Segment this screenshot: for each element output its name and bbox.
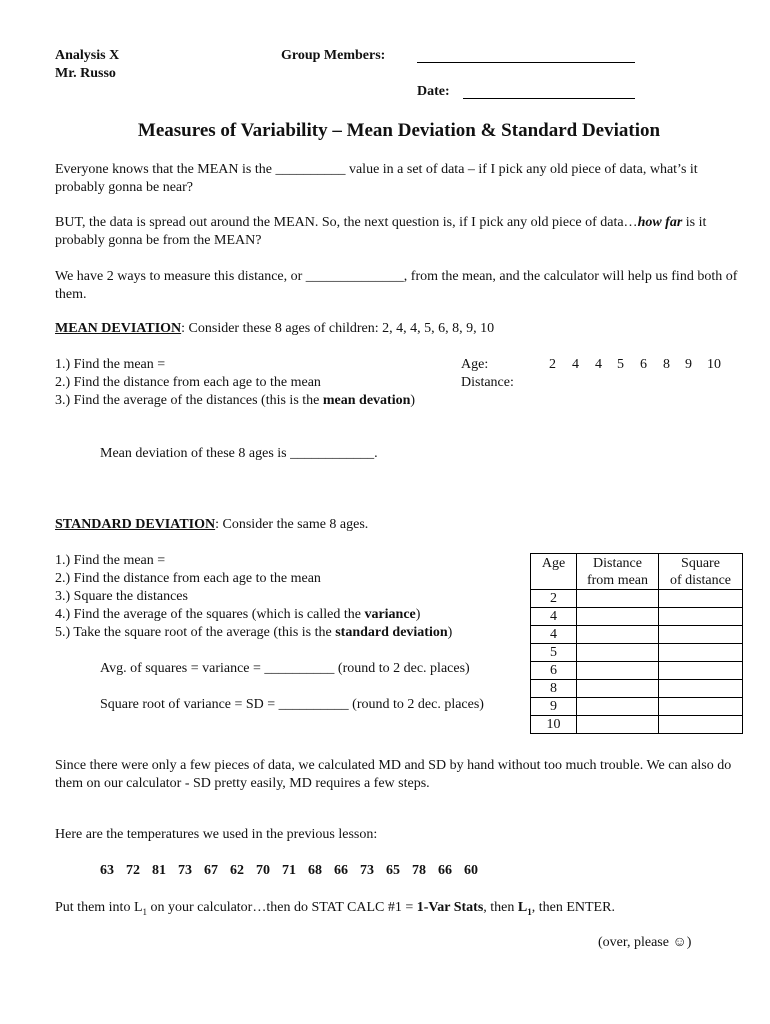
distance-cell[interactable] [577,608,659,626]
temperature-value: 63 [100,863,114,878]
sd-step-4-text: 4.) Find the average of the squares (which is called the [55,607,365,622]
col-header-square-line-2: of distance [669,572,732,588]
temperature-value: 73 [178,863,192,878]
sd-step-2: 2.) Find the distance from each age to the mean [55,571,321,586]
temperature-value: 66 [334,863,348,878]
age-value: 6 [640,357,647,372]
page-title: Measures of Variability – Mean Deviation & Standard Deviation [137,120,661,141]
sd-step-4 [55,607,420,623]
square-cell[interactable] [659,680,743,698]
distance-row-label: Distance: [461,375,514,390]
calculator-paragraph: Since there were only a few pieces of data, we calculated MD and SD by hand without too much trouble. We can also do them on our calculator - SD pretty easily, MD requires a few steps. [55,758,732,791]
temperature-value: 66 [438,863,452,878]
instr-1-var-stats: 1-Var Stats [416,900,484,915]
intro-p2-text-a: BUT, the data is spread out around the MEAN. So, the next question is, if I pick any old piece of data… [55,215,638,230]
square-cell[interactable] [659,626,743,644]
temperatures-list [100,863,490,879]
teacher-name: Mr. Russo [55,66,116,81]
table-age-cell: 8 [531,680,577,698]
age-value: 2 [549,357,556,372]
table-row [531,626,743,644]
course-name: Analysis X [55,48,120,63]
distance-cell[interactable] [577,626,659,644]
table-row [531,608,743,626]
instr-text-a: Put them into L [55,900,143,915]
age-value: 4 [572,357,579,372]
date-label: Date: [417,84,450,99]
table-row [531,590,743,608]
table-age-cell: 9 [531,698,577,716]
md-step-3-close: ) [410,393,416,408]
table-age-cell: 4 [531,626,577,644]
table-age-cell: 5 [531,644,577,662]
table-age-cell: 6 [531,662,577,680]
temperature-value: 72 [126,863,140,878]
sd-step-3: 3.) Square the distances [55,589,188,604]
distance-cell[interactable] [577,680,659,698]
sd-step-5 [55,625,452,641]
table-age-cell: 10 [531,716,577,734]
distance-cell[interactable] [577,662,659,680]
distance-cell[interactable] [577,644,659,662]
age-value: 5 [617,357,624,372]
standard-deviation-heading [55,517,368,533]
square-cell[interactable] [659,716,743,734]
intro-p2-emphasis: how far [637,215,683,230]
distance-cell[interactable] [577,590,659,608]
sd-step-5-close: ) [447,625,453,640]
mean-deviation-result: Mean deviation of these 8 ages is ____________. [100,446,378,461]
sd-step-5-text: 5.) Take the square root of the average (this is the [55,625,336,640]
sd-step-4-term: variance [364,607,416,622]
age-value: 10 [707,357,721,372]
col-header-square-line-1: Square [681,555,720,571]
table-header-row [531,554,743,590]
intro-paragraph-2 [55,214,745,250]
mean-deviation-title: MEAN DEVIATION [55,321,182,336]
sd-worksheet-table [530,553,743,734]
temperature-value: 62 [230,863,244,878]
temperature-value: 81 [152,863,166,878]
instr-text-b: on your calculator…then do STAT CALC #1 = [147,900,417,915]
mean-deviation-intro: : Consider these 8 ages of children: 2, 4, 4, 5, 6, 8, 9, 10 [181,321,495,336]
square-cell[interactable] [659,644,743,662]
col-header-age: Age [531,554,577,590]
temperature-value: 60 [464,863,478,878]
md-step-2: 2.) Find the distance from each age to the mean [55,375,321,390]
temperature-value: 73 [360,863,374,878]
intro-paragraph-3: We have 2 ways to measure this distance, or ______________, from the mean, and the calculator will help us find both of them. [55,269,738,302]
square-cell[interactable] [659,698,743,716]
temperature-value: 65 [386,863,400,878]
calculator-instructions [55,900,615,917]
instr-subscript: 1 [142,906,147,917]
square-cell[interactable] [659,608,743,626]
table-row [531,680,743,698]
age-value: 8 [663,357,670,372]
instr-list-subscript: 1 [527,906,532,917]
col-header-distance-line-2: from mean [586,572,649,588]
instr-list-name: L [517,900,528,915]
col-header-distance [577,554,659,590]
temperature-value: 70 [256,863,270,878]
intro-p2-text-b: is it probably gonna be from the MEAN? [55,215,707,248]
sd-line: Square root of variance = SD = __________ (round to 2 dec. places) [100,697,484,712]
age-row-label: Age: [461,357,489,372]
footer-note: (over, please ☺) [598,935,692,950]
standard-deviation-title: STANDARD DEVIATION [55,517,216,532]
distance-cell[interactable] [577,716,659,734]
table-age-cell: 2 [531,590,577,608]
mean-deviation-heading [55,321,494,337]
temperature-value: 71 [282,863,296,878]
sd-step-4-close: ) [415,607,421,622]
temperature-value: 68 [308,863,322,878]
temperature-value: 78 [412,863,426,878]
standard-deviation-intro: : Consider the same 8 ages. [215,517,369,532]
intro-paragraph-1: Everyone knows that the MEAN is the __________ value in a set of data – if I pick any old piece of data, what’s it probably gonna be near? [55,162,698,195]
col-header-distance-line-1: Distance [593,555,642,571]
age-value: 9 [685,357,692,372]
temperatures-intro: Here are the temperatures we used in the previous lesson: [55,827,378,842]
table-row [531,698,743,716]
square-cell[interactable] [659,662,743,680]
md-step-3-text: 3.) Find the average of the distances (this is the [55,393,323,408]
variance-line: Avg. of squares = variance = __________ (round to 2 dec. places) [100,661,470,676]
square-cell[interactable] [659,590,743,608]
table-row [531,644,743,662]
instr-text-d: , then [483,900,518,915]
table-row [531,662,743,680]
md-step-3-term: mean devation [322,393,411,408]
table-age-cell: 4 [531,608,577,626]
age-value: 4 [595,357,602,372]
group-members-label: Group Members: [281,48,386,63]
md-step-3 [55,393,415,409]
md-step-1: 1.) Find the mean = [55,357,166,372]
date-blank[interactable] [463,98,635,99]
sd-step-1: 1.) Find the mean = [55,553,166,568]
group-members-blank[interactable] [417,62,635,63]
instr-text-f: , then ENTER. [531,900,615,915]
sd-step-5-term: standard deviation [335,625,448,640]
temperature-value: 67 [204,863,218,878]
col-header-square [659,554,743,590]
table-row [531,716,743,734]
distance-cell[interactable] [577,698,659,716]
